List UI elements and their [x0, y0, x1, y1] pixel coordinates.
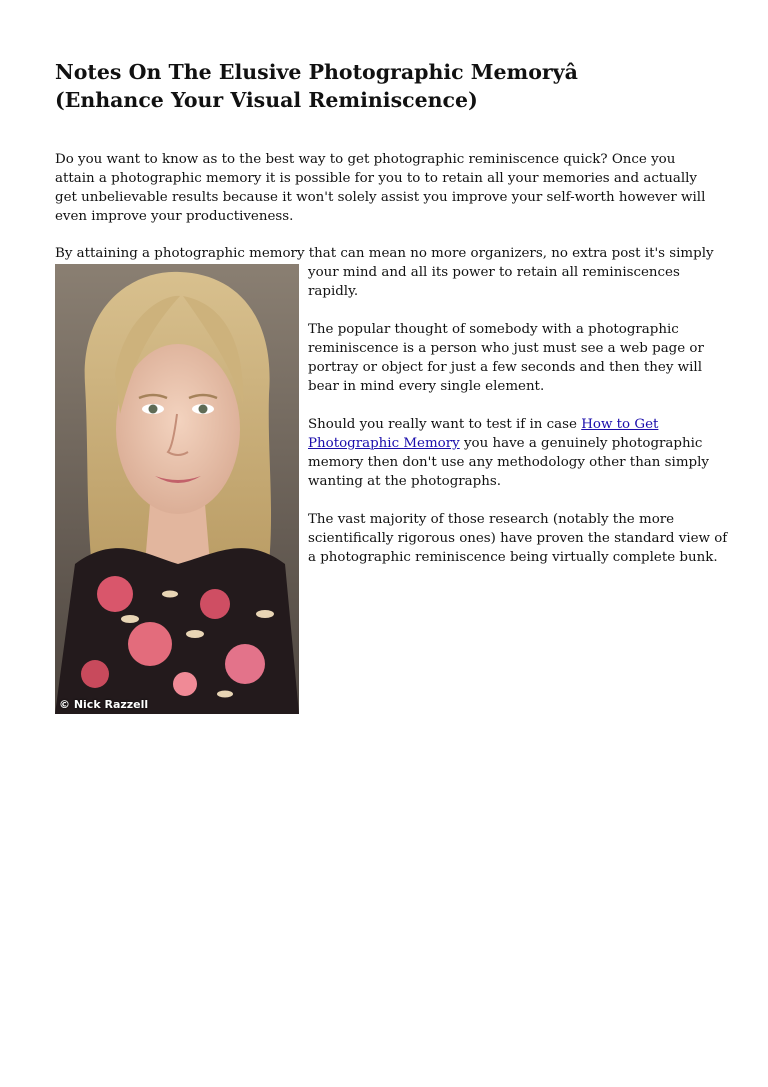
right-text-column — [308, 263, 728, 586]
portrait-illustration — [55, 264, 299, 714]
column-paragraph-1: The popular thought of somebody with a photographic reminiscence is a person who just must see a web page or portray or object for just a few seconds and then they will bear in mind every single element. — [308, 322, 704, 394]
portrait-photo — [55, 264, 299, 714]
intro-paragraph: Do you want to know as to the best way to get photographic reminiscence quick? Once you attain a photographic memory it is possible for you to to retain all your memories and actually get unbelievable results because it won't solely assist you improve your self-worth however will even improve your productiveness. — [55, 152, 706, 224]
column-paragraph-2 — [308, 415, 728, 491]
paragraph-2-text-end: you have a genuinely photographic memory then don't use any methodology other than simply wanting at the photographs. — [308, 436, 709, 489]
paragraph-2-text-start: Should you really want to test if in case — [308, 417, 582, 432]
photographic-memory-link[interactable]: How to Get Photographic Memory — [308, 417, 659, 451]
column-paragraph-3: The vast majority of those research (notably the more scientifically rigorous ones) have proven the standard view of a photographic reminiscence being virtually complete bunk. — [308, 512, 728, 565]
second-paragraph-start: By attaining a photographic memory that can mean no more organizers, no extra post it's simply — [55, 246, 714, 261]
document-title: Notes On The Elusive Photographic Memoryâ (Enhance Your Visual Reminiscence) — [55, 60, 644, 112]
continuation-text: your mind and all its power to retain all reminiscences rapidly. — [308, 265, 680, 299]
photo-caption: © Nick Razzell — [59, 698, 149, 711]
